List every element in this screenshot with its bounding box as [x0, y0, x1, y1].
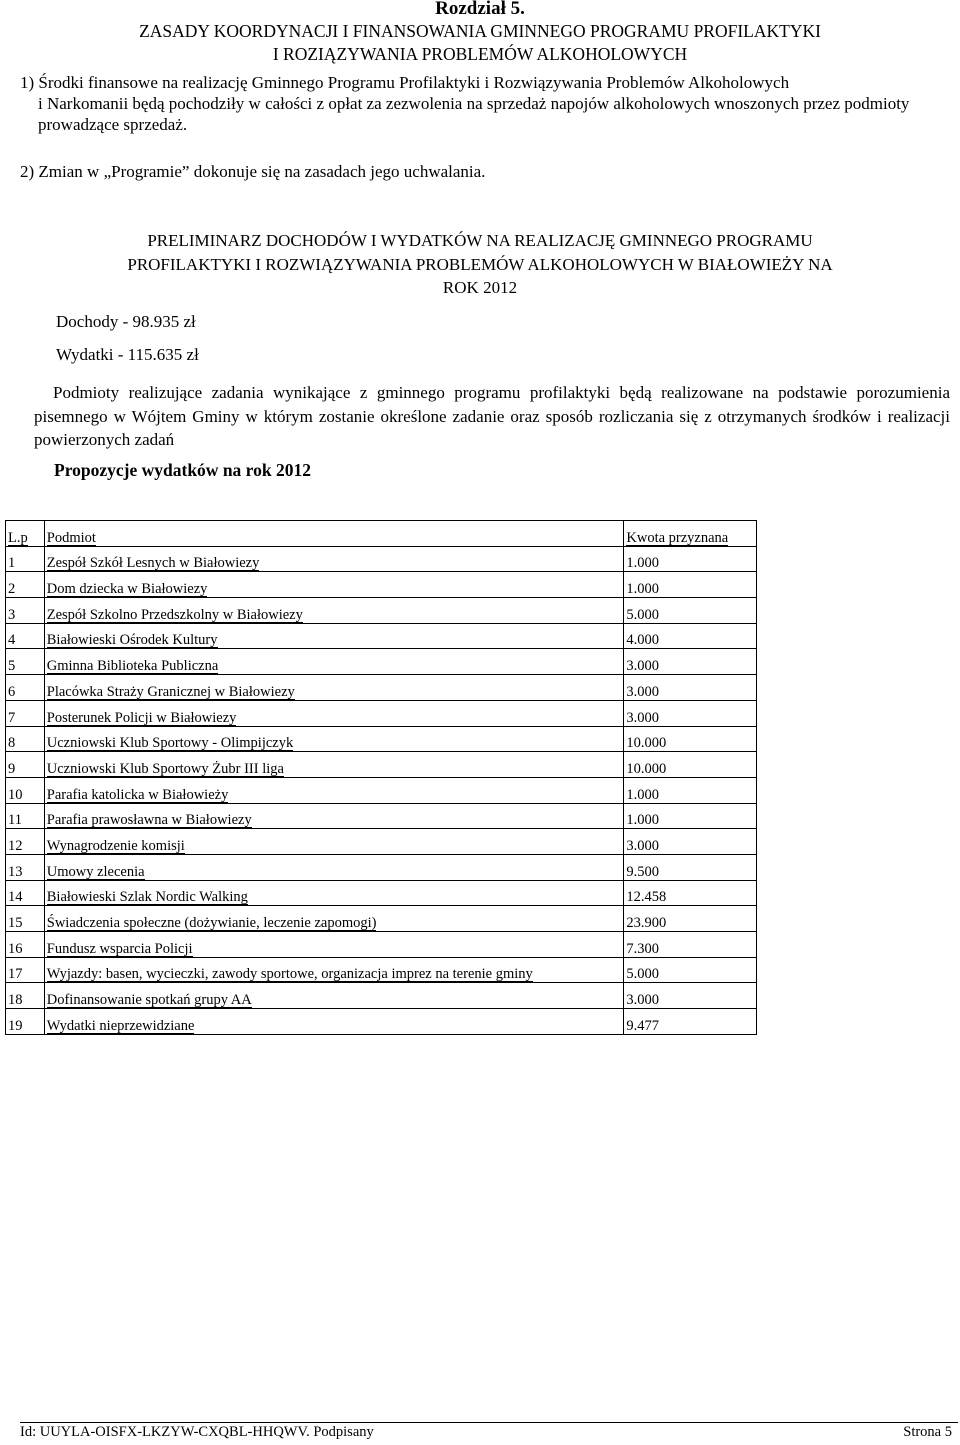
row-amount-text: 9.500 [626, 863, 660, 880]
row-entity [44, 623, 624, 649]
row-entity [44, 803, 624, 829]
row-entity-text: Uczniowski Klub Sportowy - Olimpijczyk [46, 735, 294, 752]
table-row [6, 880, 757, 906]
row-number-text: 14 [8, 889, 23, 906]
row-entity-text: Placówka Straży Granicznej w Białowiezy [46, 683, 295, 700]
row-number-text: 12 [8, 837, 23, 854]
row-amount-text: 10.000 [626, 735, 667, 752]
chapter-label: Rozdział 5. [435, 0, 525, 19]
row-number [6, 803, 45, 829]
row-amount [624, 880, 757, 906]
row-entity [44, 752, 624, 778]
row-number-text: 13 [8, 863, 23, 880]
row-entity-text: Umowy zlecenia [46, 863, 145, 880]
row-entity-text: Białowieski Ośrodek Kultury [46, 632, 218, 649]
row-number-text: 5 [8, 658, 16, 675]
row-amount-text: 3.000 [626, 658, 660, 675]
row-amount [624, 777, 757, 803]
row-number [6, 854, 45, 880]
row-entity-text: Wydatki nieprzewidziane [46, 1017, 195, 1034]
row-entity [44, 880, 624, 906]
row-number-text: 19 [8, 1017, 23, 1034]
footer-divider [20, 1422, 958, 1423]
row-number-text: 16 [8, 940, 23, 957]
row-number [6, 649, 45, 675]
row-amount [624, 983, 757, 1009]
row-amount-text: 7.300 [626, 940, 660, 957]
row-number-text: 8 [8, 735, 16, 752]
implementing-entities-paragraph [34, 381, 950, 452]
table-row [6, 675, 757, 701]
row-entity-text: Dom dziecka w Białowiezy [46, 581, 208, 598]
table-row [6, 957, 757, 983]
proposals-heading: Propozycje wydatków na rok 2012 [54, 460, 311, 480]
row-number-text: 4 [8, 632, 16, 649]
row-entity [44, 932, 624, 958]
table-row [6, 854, 757, 880]
row-number-text: 15 [8, 915, 23, 931]
row-amount-text: 1.000 [626, 812, 660, 829]
row-number [6, 777, 45, 803]
row-number [6, 957, 45, 983]
row-number [6, 829, 45, 855]
preliminary-title-line-1: PRELIMINARZ DOCHODÓW I WYDATKÓW NA REALIZACJĘ GMINNEGO PROGRAMU [147, 231, 813, 250]
row-number [6, 623, 45, 649]
row-number [6, 572, 45, 598]
row-amount [624, 932, 757, 958]
row-amount-text: 4.000 [626, 632, 660, 649]
header-entity: Podmiot [44, 521, 624, 547]
row-number [6, 700, 45, 726]
row-number [6, 906, 45, 932]
row-amount-text: 5.000 [626, 606, 660, 623]
table-header-row [6, 521, 757, 547]
row-entity [44, 829, 624, 855]
table-row [6, 572, 757, 598]
row-entity-text: Gminna Biblioteka Publiczna [46, 658, 219, 675]
paragraph-funding-rest: i Narkomanii będą pochodziły w całości z opłat za zezwolenia na sprzedaż napojów alkoholowych wnoszonych przez podmioty prowadzące sprzedaż. [38, 94, 910, 134]
row-number [6, 675, 45, 701]
row-amount-text: 9.477 [626, 1017, 660, 1034]
table-row [6, 777, 757, 803]
table-row [6, 700, 757, 726]
row-amount-text: 1.000 [626, 555, 660, 572]
row-number-text: 7 [8, 709, 16, 726]
row-amount [624, 906, 757, 932]
row-number-text: 10 [8, 786, 23, 803]
table-row [6, 726, 757, 752]
row-entity [44, 572, 624, 598]
row-entity-text: Uczniowski Klub Sportowy Żubr III liga [46, 760, 284, 777]
table-row [6, 983, 757, 1009]
row-number-text: 11 [8, 812, 22, 829]
row-amount [624, 1009, 757, 1035]
row-number-text: 9 [8, 760, 16, 777]
row-entity-text: Świadczenia społeczne (dożywianie, leczenie zapomogi) [46, 915, 377, 931]
row-amount [624, 752, 757, 778]
row-amount [624, 598, 757, 624]
row-number [6, 752, 45, 778]
row-number-text: 2 [8, 581, 16, 598]
row-number [6, 726, 45, 752]
row-amount-text: 10.000 [626, 760, 667, 777]
row-number-text: 18 [8, 992, 23, 1009]
table-row [6, 649, 757, 675]
footer-signature-id: Id: UUYLA-OISFX-LKZYW-CXQBL-HHQWV. Podpisany [20, 1424, 374, 1440]
table-row [6, 906, 757, 932]
header-amount: Kwota przyznana [624, 521, 757, 547]
row-amount [624, 803, 757, 829]
row-number [6, 598, 45, 624]
paragraph-funding-line-1: 1) Środki finansowe na realizację Gminnego Programu Profilaktyki i Rozwiązywania Problemów Alkoholowych [20, 73, 790, 92]
row-entity-text: Wyjazdy: basen, wycieczki, zawody sportowe, organizacja imprez na terenie gminy [46, 966, 533, 983]
row-entity [44, 675, 624, 701]
row-number [6, 1009, 45, 1035]
table-row [6, 598, 757, 624]
row-amount [624, 726, 757, 752]
row-entity-text: Parafia katolicka w Białowieży [46, 786, 229, 803]
row-entity [44, 777, 624, 803]
row-amount [624, 829, 757, 855]
table-row [6, 932, 757, 958]
row-amount-text: 1.000 [626, 786, 660, 803]
row-amount [624, 957, 757, 983]
row-entity [44, 906, 624, 932]
table-row [6, 546, 757, 572]
row-amount [624, 546, 757, 572]
row-amount-text: 3.000 [626, 837, 660, 854]
table-row [6, 752, 757, 778]
row-number [6, 932, 45, 958]
row-amount [624, 623, 757, 649]
row-entity [44, 983, 624, 1009]
row-amount [624, 700, 757, 726]
table-row [6, 1009, 757, 1035]
row-entity [44, 854, 624, 880]
row-amount-text: 3.000 [626, 683, 660, 700]
row-entity-text: Posterunek Policji w Białowiezy [46, 709, 237, 726]
implementing-entities-text: Podmioty realizujące zadania wynikające z gminnego programu profilaktyki będą realizowane na podstawie porozumienia pisemnego w Wójtem Gminy w którym zostanie określone zadanie oraz sposób rozliczania się z otrzymanych środków i realizacji powierzonych zadań [34, 383, 950, 449]
row-amount-text: 3.000 [626, 709, 660, 726]
row-entity [44, 546, 624, 572]
chapter-title-line-1: ZASADY KOORDYNACJI I FINANSOWANIA GMINNEGO PROGRAMU PROFILAKTYKI [139, 21, 821, 41]
income-amount: Dochody - 98.935 zł [56, 312, 196, 331]
row-entity [44, 598, 624, 624]
row-amount-text: 5.000 [626, 966, 660, 983]
row-entity [44, 1009, 624, 1035]
row-entity-text: Fundusz wsparcia Policji [46, 940, 193, 957]
row-amount-text: 3.000 [626, 992, 660, 1009]
row-entity-text: Zespół Szkół Lesnych w Białowiezy [46, 555, 260, 572]
row-entity [44, 649, 624, 675]
row-entity-text: Białowieski Szlak Nordic Walking [46, 889, 248, 906]
paragraph-funding-source [20, 72, 950, 135]
row-entity [44, 726, 624, 752]
footer-page-number: Strona 5 [903, 1424, 952, 1440]
row-number-text: 17 [8, 966, 23, 983]
row-amount [624, 675, 757, 701]
chapter-title-line-2: I ROZIĄZYWANIA PROBLEMÓW ALKOHOLOWYCH [272, 44, 688, 64]
chapter-title [0, 20, 960, 66]
table-body [6, 546, 757, 1034]
expenses-amount: Wydatki - 115.635 zł [56, 345, 199, 364]
table-row [6, 623, 757, 649]
preliminary-title [20, 229, 940, 300]
row-entity-text: Parafia prawosławna w Białowiezy [46, 812, 252, 829]
row-amount-text: 1.000 [626, 581, 660, 598]
preliminary-title-line-2: PROFILAKTYKI I ROZWIĄZYWANIA PROBLEMÓW ALKOHOLOWYCH W BIAŁOWIEŻY NA [127, 254, 833, 274]
row-amount-text: 23.900 [626, 915, 667, 931]
row-number-text: 6 [8, 683, 16, 700]
row-entity-text: Wynagrodzenie komisji [46, 837, 185, 854]
row-number-text: 1 [8, 555, 16, 572]
row-entity [44, 700, 624, 726]
row-amount [624, 854, 757, 880]
table-row [6, 803, 757, 829]
header-no: L.p [6, 521, 45, 547]
expenditure-table [5, 520, 757, 1035]
table-row [6, 829, 757, 855]
row-entity-text: Dofinansowanie spotkań grupy AA [46, 992, 252, 1009]
paragraph-program-changes: 2) Zmian w „Programie” dokonuje się na zasadach jego uchwalania. [20, 162, 486, 181]
row-number [6, 546, 45, 572]
row-amount [624, 649, 757, 675]
preliminary-title-line-3: ROK 2012 [442, 278, 518, 297]
row-amount-text: 12.458 [626, 889, 667, 906]
row-number-text: 3 [8, 606, 16, 623]
row-amount [624, 572, 757, 598]
row-entity-text: Zespół Szkolno Przedszkolny w Białowiezy [46, 606, 303, 623]
row-entity [44, 957, 624, 983]
row-number [6, 983, 45, 1009]
row-number [6, 880, 45, 906]
